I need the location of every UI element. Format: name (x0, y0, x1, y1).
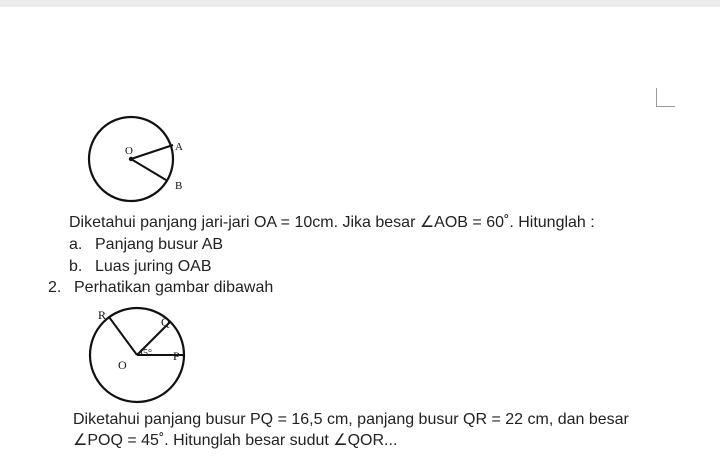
label-o2: O (118, 358, 127, 372)
problem2-heading (48, 278, 273, 298)
label-q: Q (161, 315, 170, 329)
label-p: P (173, 349, 180, 363)
center-point (129, 157, 133, 161)
page-corner-mark (656, 88, 675, 107)
label-o: O (125, 145, 133, 157)
problem2-statement-line2: ∠POQ = 45˚. Hitunglah besar sudut ∠QOR... (73, 432, 398, 449)
radius-ob (131, 159, 166, 180)
problem1-item-a (69, 235, 223, 255)
item-a-marker: a. (69, 236, 83, 253)
radius-or (109, 317, 137, 355)
problem1-statement: Diketahui panjang jari-jari OA = 10cm. Jika besar ∠AOB = 60˚. Hitunglah : (69, 214, 595, 231)
item-b-marker: b. (69, 258, 83, 275)
label-r: R (98, 308, 107, 322)
radius-oa (131, 145, 173, 159)
label-b: B (175, 180, 183, 192)
label-a: A (175, 141, 183, 153)
angle-label: 45° (138, 348, 152, 359)
item-a-text: Panjang busur AB (95, 236, 224, 253)
problem2-heading-text: Perhatikan gambar dibawah (74, 279, 274, 296)
item-b-text: Luas juring OAB (95, 258, 212, 275)
top-bar (0, 0, 720, 7)
circle-figure-2 (80, 300, 210, 410)
problem2-statement-line1: Diketahui panjang busur PQ = 16,5 cm, panjang busur QR = 22 cm, dan besar (73, 411, 629, 428)
problem1-item-b (69, 257, 212, 277)
circle-figure-1 (80, 110, 210, 215)
problem2-number: 2. (48, 279, 62, 296)
